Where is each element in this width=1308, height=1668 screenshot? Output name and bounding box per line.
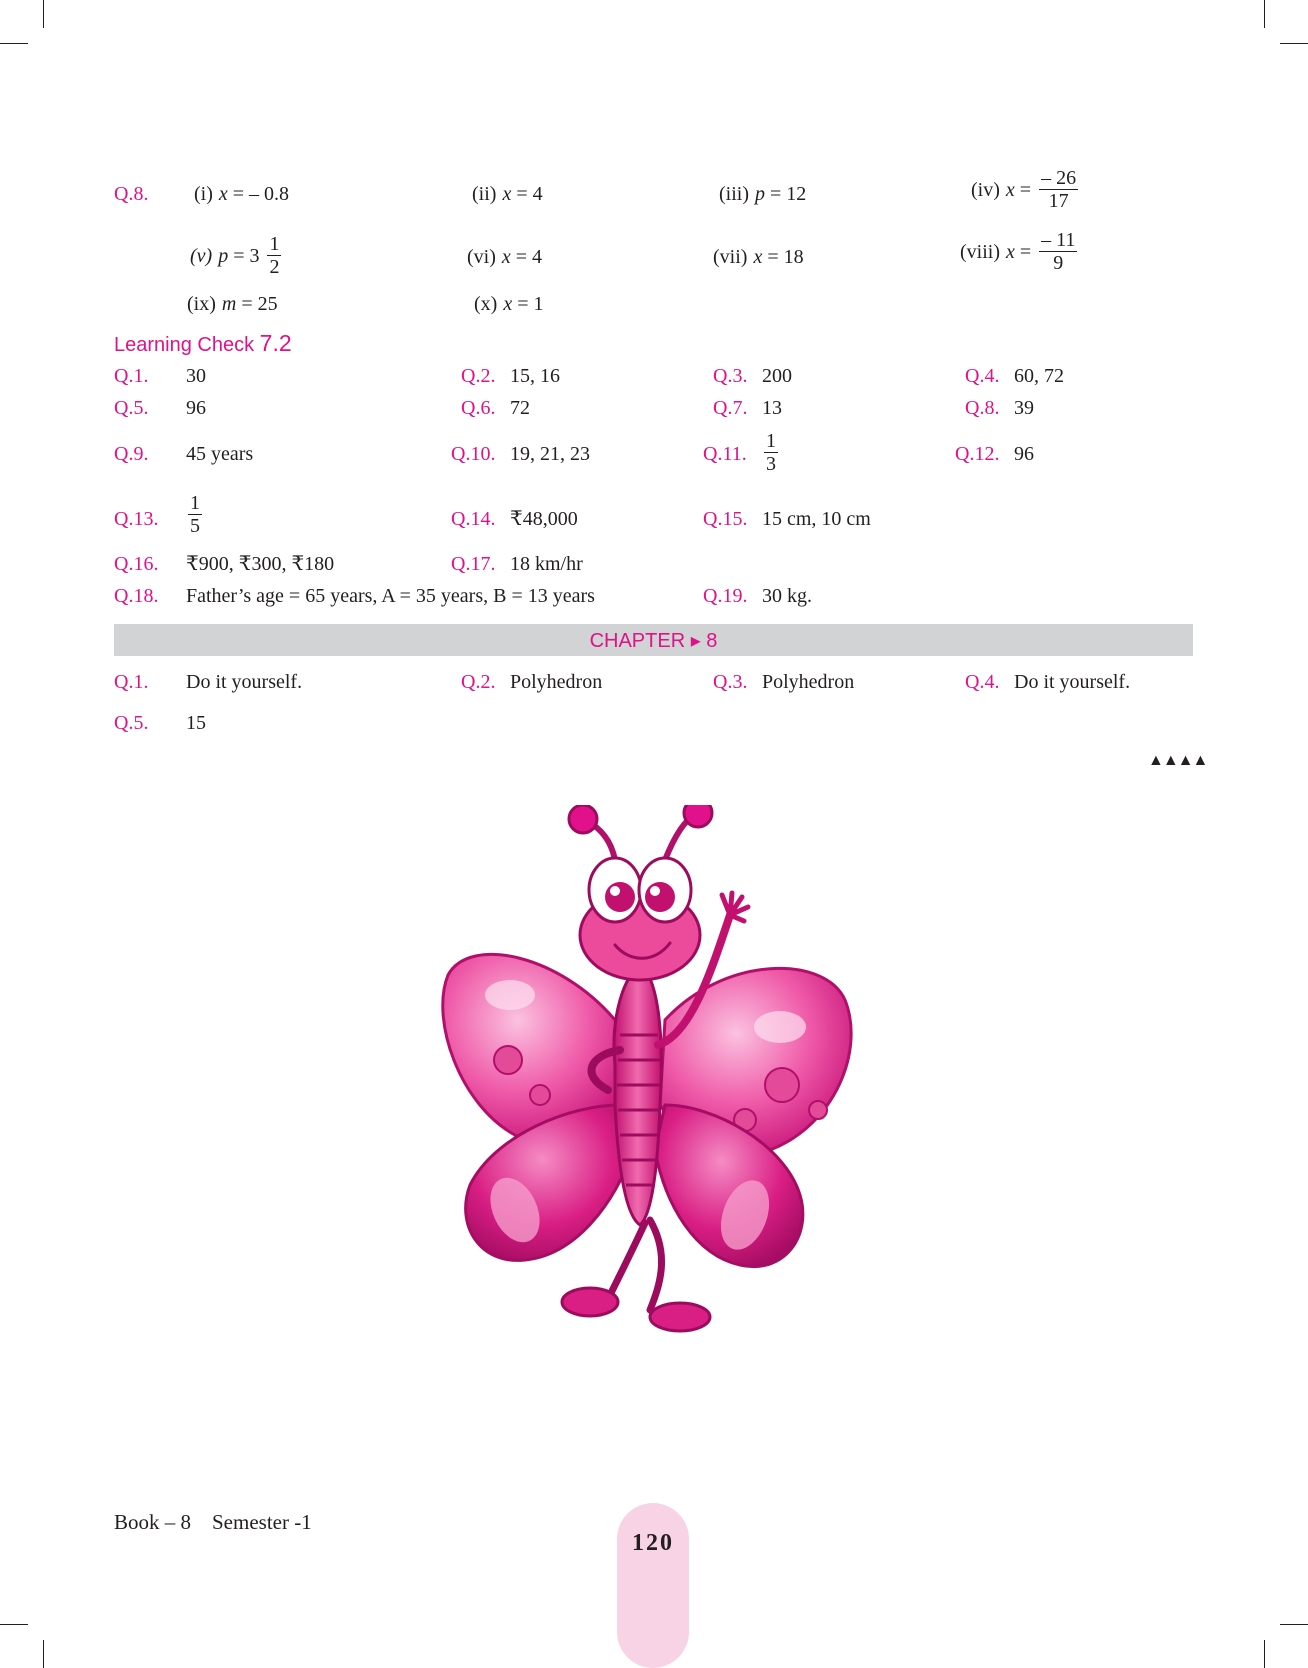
item-number: (x) [474, 293, 498, 315]
question-number: Q.9. [114, 443, 149, 465]
crop-mark [0, 1624, 28, 1625]
question-number: Q.15. [703, 508, 748, 530]
crop-mark [1264, 0, 1265, 28]
page-number-tab [617, 1503, 689, 1668]
q8-item [971, 167, 1080, 212]
item-number: (iv) [971, 178, 1000, 201]
question-number: Q.4. [965, 671, 1000, 693]
answer: 45 years [186, 443, 254, 465]
variable: p [755, 183, 765, 205]
question-number: Q.7. [713, 397, 748, 419]
question-number: Q.3. [713, 671, 748, 693]
variable: x [753, 246, 763, 268]
item-number: (v) [190, 244, 213, 267]
q8-item [190, 233, 283, 278]
q8-item [713, 245, 804, 269]
variable: x [218, 183, 228, 205]
answer: 72 [510, 397, 530, 419]
item-number: (iii) [719, 183, 749, 205]
equation: = 18 [762, 246, 804, 268]
q8-item [187, 292, 278, 316]
variable: m [221, 293, 237, 315]
question-number: Q.5. [114, 712, 149, 734]
heading-text: Learning Check [114, 334, 260, 356]
variable: x [1006, 240, 1015, 263]
question-number: Q.12. [955, 443, 1000, 465]
chapter-title: CHAPTER ▸ 8 [589, 630, 718, 652]
answer-fraction: $\frac{1}{5}$ [190, 492, 200, 537]
equation: = – 0.8 [227, 183, 290, 205]
q8-item [472, 182, 543, 206]
item-number: (ii) [472, 183, 497, 205]
end-marker: ▲▲▲▲ [1148, 752, 1208, 769]
head [569, 805, 712, 980]
answer: 30 [186, 365, 206, 387]
fraction: $\frac{- 11}{9}$ [1041, 229, 1076, 274]
crop-mark [43, 1640, 44, 1668]
answer: Polyhedron [762, 671, 855, 693]
equation: = 25 [236, 293, 278, 315]
answer: 60, 72 [1014, 365, 1064, 387]
equation: = 4 [510, 246, 543, 268]
equation: = 1 [512, 293, 544, 315]
question-number: Q.10. [451, 443, 496, 465]
answer: 15, 16 [510, 365, 560, 387]
variable: x [502, 183, 512, 205]
question-number: Q.16. [114, 553, 159, 575]
question-number: Q.8. [965, 397, 1000, 419]
crop-mark [0, 43, 28, 44]
q8-item [467, 245, 542, 269]
question-number: Q.1. [114, 671, 149, 693]
question-number: Q.17. [451, 553, 496, 575]
question-number: Q.4. [965, 365, 1000, 387]
answer: 18 km/hr [510, 553, 583, 575]
crop-mark [1280, 1624, 1308, 1625]
variable: x [1005, 178, 1015, 201]
question-number: Q.2. [461, 365, 496, 387]
answer: 39 [1014, 397, 1034, 419]
q8-label: Q.8. [114, 183, 149, 205]
question-number: Q.19. [703, 585, 748, 607]
lower-left-wing [466, 1105, 635, 1260]
question-number: Q.5. [114, 397, 149, 419]
answer: 19, 21, 23 [510, 443, 590, 465]
answer: Father’s age = 65 years, A = 35 years, B = 13 years [186, 585, 595, 607]
fraction: $\frac{- 26}{17}$ [1041, 167, 1077, 212]
question-number: Q.13. [114, 508, 159, 530]
q8-item [194, 182, 289, 206]
answer: 96 [186, 397, 206, 419]
item-number: (i) [194, 183, 213, 205]
answer: Do it yourself. [1014, 671, 1131, 693]
butterfly-illustration [440, 805, 880, 1360]
question-number: Q.2. [461, 671, 496, 693]
answer: 96 [1014, 443, 1034, 465]
item-number: (viii) [960, 240, 1000, 263]
crop-mark [43, 0, 44, 28]
item-number: (vi) [467, 246, 496, 268]
answer: 15 [186, 712, 206, 734]
answer: 13 [762, 397, 782, 419]
variable: p [218, 244, 229, 267]
question-number: Q.6. [461, 397, 496, 419]
answer: Polyhedron [510, 671, 603, 693]
question-number: Q.14. [451, 508, 496, 530]
crop-mark [1264, 1640, 1265, 1668]
equation: = 3 [228, 244, 260, 267]
answer: ₹48,000 [510, 508, 578, 530]
heading-number: 7.2 [259, 330, 292, 356]
chapter-band [114, 624, 1193, 656]
equation: = 4 [511, 183, 543, 205]
answer: 15 cm, 10 cm [762, 508, 871, 530]
answer: ₹900, ₹300, ₹180 [186, 553, 335, 575]
answer: 30 kg. [762, 585, 812, 607]
q8-item [960, 229, 1079, 274]
item-number: (ix) [187, 293, 216, 315]
answer: 200 [762, 365, 792, 387]
question-number: Q.1. [114, 365, 149, 387]
crop-mark [1280, 43, 1308, 44]
q8-item [719, 182, 806, 206]
equation: = [1014, 240, 1032, 263]
footer-book-info: Book – 8 Semester -1 [114, 1510, 312, 1534]
q8-item [474, 292, 544, 316]
question-number: Q.18. [114, 585, 159, 607]
variable: x [501, 246, 511, 268]
page-number: 120 [632, 1530, 674, 1556]
equation: = 12 [765, 183, 807, 205]
learning-check-heading [114, 330, 292, 357]
item-number: (vii) [713, 246, 748, 268]
answer: Do it yourself. [186, 671, 303, 693]
question-number: Q.11. [703, 443, 747, 465]
answer-fraction: $\frac{1}{3}$ [766, 430, 776, 475]
fraction: $\frac{1}{2}$ [269, 233, 280, 278]
variable: x [503, 293, 513, 315]
equation: = [1014, 178, 1032, 201]
question-number: Q.3. [713, 365, 748, 387]
